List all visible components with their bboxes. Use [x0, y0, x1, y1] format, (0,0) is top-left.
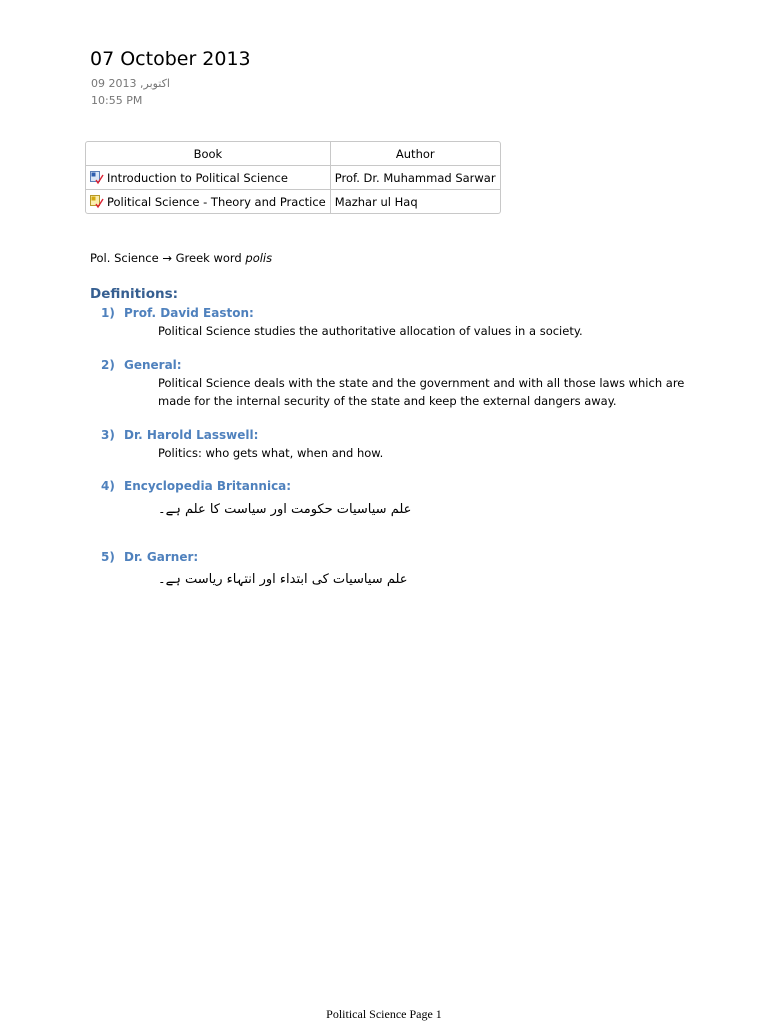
page-title: 07 October 2013	[90, 48, 251, 70]
definition-source: Dr. Garner:	[124, 550, 199, 564]
document-yellow-icon	[90, 195, 104, 209]
definition-source: Prof. David Easton:	[124, 306, 254, 320]
definition-text: Politics: who gets what, when and how.	[158, 446, 384, 460]
polis-prefix: Pol. Science	[90, 251, 159, 265]
note-time: 10:55 PM	[91, 94, 143, 107]
definition-title	[101, 306, 254, 320]
note-date: 09 اکتوبر, 2013	[91, 77, 170, 90]
table-cell-book	[86, 166, 331, 190]
definition-number: 1)	[101, 306, 115, 320]
definition-text-urdu: علم سیاسیات حکومت اور سیاست کا علم ہے۔	[158, 502, 412, 517]
polis-word: polis	[245, 251, 273, 265]
definition-text: Political Science studies the authoritative allocation of values in a society.	[158, 324, 583, 338]
document-blue-icon	[90, 171, 104, 185]
definition-title	[101, 550, 198, 564]
column-header-author: Author	[331, 142, 500, 166]
table-cell-author: Prof. Dr. Muhammad Sarwar	[331, 166, 500, 190]
book-title: Introduction to Political Science	[107, 170, 288, 185]
polis-middle: Greek word	[175, 251, 242, 265]
definition-source: Dr. Harold Lasswell:	[124, 428, 259, 442]
definition-text: made for the internal security of the state and keep the external dangers away.	[158, 394, 617, 408]
definitions-heading: Definitions:	[90, 286, 179, 302]
table-row	[86, 190, 500, 213]
definition-source: General:	[124, 358, 182, 372]
arrow-right-icon: →	[162, 251, 172, 265]
definition-title	[101, 479, 291, 493]
table-header-row	[86, 142, 500, 166]
definition-text-urdu: علم سیاسیات کی ابتداء اور انتہاء ریاست ہے۔	[158, 572, 408, 587]
definition-text: Political Science deals with the state and the government and with all those laws which are	[158, 376, 685, 390]
books-table	[85, 141, 501, 214]
definition-title	[101, 358, 182, 372]
table-cell-book	[86, 190, 331, 213]
column-header-book: Book	[86, 142, 331, 166]
table-row	[86, 166, 500, 190]
book-title: Political Science - Theory and Practice	[107, 194, 326, 209]
definition-number: 2)	[101, 358, 115, 372]
definition-number: 3)	[101, 428, 115, 442]
definition-number: 4)	[101, 479, 115, 493]
polis-line	[90, 251, 272, 265]
definition-source: Encyclopedia Britannica:	[124, 479, 292, 493]
page-footer: Political Science Page 1	[326, 1007, 442, 1021]
table-cell-author: Mazhar ul Haq	[334, 194, 418, 209]
definition-title	[101, 428, 258, 442]
definition-number: 5)	[101, 550, 115, 564]
